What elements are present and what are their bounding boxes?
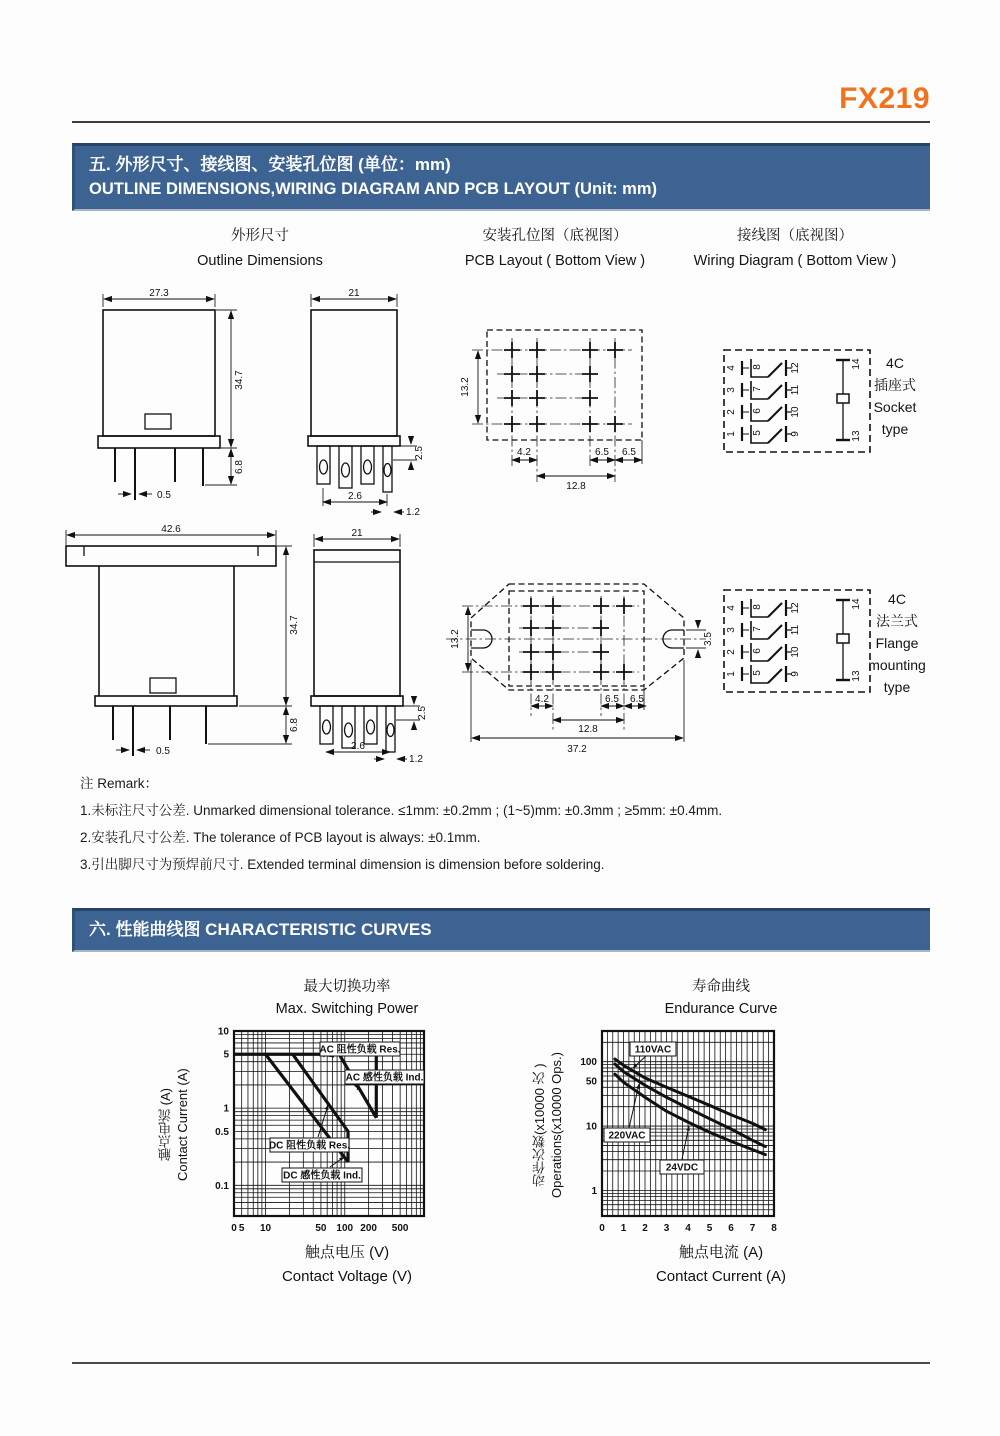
svg-text:0.1: 0.1	[214, 1180, 229, 1192]
dim-label: 27.3	[149, 288, 169, 299]
svg-text:220VAC: 220VAC	[608, 1130, 646, 1142]
svg-text:5: 5	[706, 1222, 713, 1234]
dim-label: 1.2	[409, 754, 423, 765]
dim-label: 42.6	[161, 524, 181, 535]
col2-zh: 安装孔位图（底视图）	[482, 228, 628, 244]
svg-text:0: 0	[231, 1222, 237, 1234]
svg-text:13: 13	[851, 670, 862, 682]
svg-text:13: 13	[851, 430, 862, 442]
svg-text:14: 14	[851, 598, 862, 610]
svg-text:9: 9	[790, 671, 801, 677]
dim-label: 6.8	[289, 718, 300, 732]
dim-label: 6.5	[605, 694, 619, 705]
col3-en: Wiring Diagram ( Bottom View )	[693, 253, 897, 270]
chart2-ylabel: 动作次数(x10000 次 ) Operations(x10000 Ops.)	[532, 1051, 564, 1198]
svg-text:5: 5	[238, 1222, 245, 1234]
svg-text:10: 10	[217, 1026, 229, 1038]
dim-label: 34.7	[289, 615, 300, 635]
max-switching-power-chart	[158, 976, 488, 1289]
svg-text:14: 14	[851, 358, 862, 370]
remark-item: 3.引出脚尺寸为预焊前尺寸. Extended terminal dimension is dimension before soldering.	[80, 857, 605, 872]
flange-front-view-drawing	[58, 524, 303, 764]
socket-side-view-drawing	[293, 286, 428, 518]
pcb-layout-socket-drawing	[442, 314, 697, 509]
dim-label: 37.2	[567, 744, 587, 755]
dim-label: 0.5	[156, 746, 170, 757]
type-label-socket: 4C 插座式 Socket type	[873, 355, 917, 437]
svg-text:5: 5	[752, 670, 763, 676]
svg-text:12: 12	[790, 362, 801, 374]
chart1-plot	[192, 1025, 432, 1237]
svg-text:10: 10	[585, 1121, 597, 1133]
dim-label: 13.2	[450, 629, 461, 649]
page-title: FX219	[839, 82, 930, 115]
svg-text:110VAC: 110VAC	[634, 1044, 672, 1056]
svg-text:3: 3	[663, 1222, 670, 1234]
svg-text:7: 7	[752, 626, 763, 632]
section-curves-title: 六. 性能曲线图 CHARACTERISTIC CURVES	[89, 920, 432, 939]
svg-text:3: 3	[726, 387, 737, 393]
col1-zh: 外形尺寸	[231, 228, 289, 244]
footer-divider	[72, 1362, 930, 1364]
pcb-layout-flange-drawing	[434, 566, 719, 766]
section-curves-header	[72, 908, 930, 952]
svg-text:11: 11	[790, 624, 801, 636]
svg-text:200: 200	[360, 1222, 377, 1234]
svg-text:1: 1	[726, 671, 737, 677]
svg-text:24VDC: 24VDC	[665, 1162, 698, 1174]
svg-text:1: 1	[620, 1222, 627, 1234]
col2-en: PCB Layout ( Bottom View )	[464, 253, 646, 270]
svg-text:4: 4	[726, 365, 737, 371]
flange-side-view-drawing	[296, 526, 431, 765]
type-label-flange: 4C 法兰式 Flange mounting type	[868, 591, 926, 695]
section-outline-title-zh: 五. 外形尺寸、接线图、安装孔位图 (单位：mm)	[89, 155, 451, 174]
section-outline-header	[72, 143, 930, 211]
dim-label: 34.7	[234, 370, 245, 390]
chart2-xlabel: 触点电流 (A) Contact Current (A)	[655, 1243, 787, 1285]
dim-label: 1.2	[406, 507, 420, 518]
dim-label: 21	[351, 528, 363, 539]
dim-label: 2.6	[348, 491, 362, 502]
chart1-ylabel: 触点电流 (A) Contact Current (A)	[158, 1068, 190, 1182]
svg-text:DC 阻性负载 Res.: DC 阻性负载 Res.	[268, 1140, 350, 1152]
dim-label: 4.2	[517, 447, 531, 458]
svg-text:AC 感性负载 Ind.: AC 感性负载 Ind.	[345, 1072, 424, 1084]
remark-title: 注 Remark：	[80, 776, 159, 791]
svg-text:1: 1	[223, 1103, 229, 1115]
svg-text:10: 10	[790, 406, 801, 418]
svg-text:50: 50	[585, 1076, 597, 1088]
svg-text:10: 10	[259, 1222, 271, 1234]
dim-label: 12.8	[566, 481, 586, 492]
svg-text:11: 11	[790, 384, 801, 396]
svg-text:8: 8	[752, 604, 763, 610]
svg-text:500: 500	[391, 1222, 409, 1234]
endurance-curve-chart	[532, 976, 862, 1289]
socket-front-view-drawing	[85, 286, 300, 518]
chart1-title: 最大切换功率 Max. Switching Power	[275, 979, 419, 1018]
svg-text:5: 5	[752, 430, 763, 436]
svg-text:9: 9	[790, 431, 801, 437]
svg-text:1: 1	[591, 1185, 597, 1197]
dim-label: 6.5	[630, 694, 644, 705]
svg-text:4: 4	[726, 605, 737, 611]
svg-text:1: 1	[726, 431, 737, 437]
svg-text:50: 50	[315, 1222, 327, 1234]
svg-text:2: 2	[726, 649, 737, 655]
svg-text:0: 0	[599, 1222, 605, 1234]
col3-zh: 接线图（底视图）	[737, 228, 853, 244]
svg-text:6: 6	[752, 648, 763, 654]
svg-text:3: 3	[726, 627, 737, 633]
svg-text:0.5: 0.5	[214, 1126, 229, 1138]
svg-text:5: 5	[223, 1049, 229, 1061]
dim-label: 6.5	[595, 447, 609, 458]
svg-text:100: 100	[580, 1057, 597, 1069]
dim-label: 0.5	[157, 490, 171, 501]
svg-text:2: 2	[726, 409, 737, 415]
col1-en: Outline Dimensions	[197, 253, 323, 270]
svg-text:100: 100	[336, 1222, 353, 1234]
svg-text:7: 7	[749, 1222, 756, 1234]
svg-text:2: 2	[642, 1222, 648, 1234]
dim-label: 2.6	[351, 741, 365, 752]
dim-label: 21	[348, 288, 360, 299]
svg-text:6: 6	[752, 408, 763, 414]
dim-label: 12.8	[578, 724, 598, 735]
svg-text:6: 6	[728, 1222, 734, 1234]
svg-text:7: 7	[752, 386, 763, 392]
svg-text:12: 12	[790, 602, 801, 614]
dim-label: 6.8	[234, 460, 245, 474]
section-outline-title-en: OUTLINE DIMENSIONS,WIRING DIAGRAM AND PCB LAYOUT (Unit: mm)	[89, 179, 658, 198]
chart2-plot	[566, 1025, 784, 1237]
column-header-wiring	[655, 224, 935, 275]
svg-text:4: 4	[685, 1222, 691, 1234]
column-header-outline	[110, 224, 410, 275]
header-divider	[72, 121, 930, 123]
chart1-xlabel: 触点电压 (V) Contact Voltage (V)	[281, 1243, 413, 1285]
svg-text:10: 10	[790, 646, 801, 658]
dim-label: 2.5	[414, 446, 425, 460]
chart2-title: 寿命曲线 Endurance Curve	[664, 979, 778, 1018]
dim-label: 3.5	[703, 632, 714, 646]
remark-item: 2.安装孔尺寸公差. The tolerance of PCB layout is always: ±0.1mm.	[80, 830, 481, 845]
dim-label: 6.5	[622, 447, 636, 458]
remark-item: 1.未标注尺寸公差. Unmarked dimensional tolerance. ≤1mm: ±0.2mm ; (1~5)mm: ±0.3mm ; ≥5mm: ±0.4mm.	[80, 803, 723, 818]
dim-label: 4.2	[535, 694, 549, 705]
dim-label: 2.5	[417, 706, 428, 720]
svg-text:DC 感性负载 Ind.: DC 感性负载 Ind.	[282, 1170, 361, 1182]
column-header-pcb	[425, 224, 685, 275]
svg-text:8: 8	[752, 364, 763, 370]
svg-text:8: 8	[771, 1222, 777, 1234]
remark-block	[80, 770, 940, 878]
svg-text:AC 阻性负载 Res.: AC 阻性负载 Res.	[319, 1044, 401, 1056]
dim-label: 13.2	[460, 377, 471, 397]
